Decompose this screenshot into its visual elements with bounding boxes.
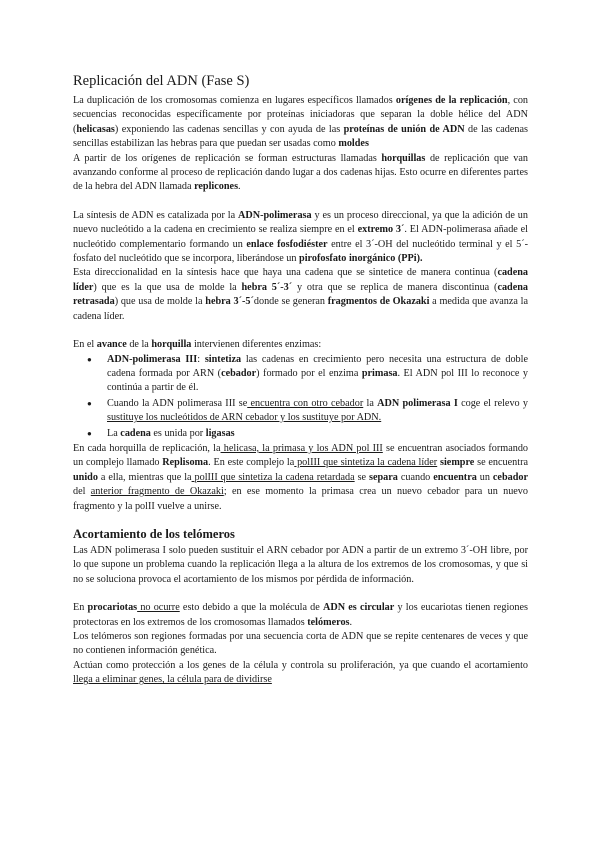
list-item: ● ADN-polimerasa III: sintetiza las cadenas en crecimiento pero necesita una estructura de doble cadena formada por ARN (cebador) formado por el enzima primasa. El ADN pol III lo reconoce y continúa a partir de él. xyxy=(107,353,528,396)
paragraph-forks: A partir de los orígenes de replicación se forman estructuras llamadas horquillas de replicación que van avanzando conforme al proceso de replicación dando lugar a dos cadenas hijas. Esto ocurre en diferentes partes de la hebra del ADN llamada replicones. xyxy=(73,152,528,193)
paragraph-telomere-problem: Las ADN polimerasa I solo pueden sustituir el ARN cebador por ADN a partir de un extremo 3´-OH libre, por lo que supone un problema cuando la replicación llega a la altura de los extremos de los cromosomas, y que si no se soluciona provoca el acortamiento de los mismos por pérdida de información. xyxy=(73,544,528,585)
list-item: ● La cadena es unida por ligasas xyxy=(107,427,528,441)
page-title: Replicación del ADN (Fase S) xyxy=(73,73,250,89)
paragraph-telomere-function: Actúan como protección a los genes de la célula y controla su proliferación, ya que cuando el acortamiento llega a eliminar genes, la célula para de dividirse xyxy=(73,659,528,686)
paragraph-replisome: En cada horquilla de replicación, la helicasa, la primasa y los ADN pol III se encuentran asociados formando un complejo llamado Replisoma. En este complejo la polIII que sintetiza la cadena líder siempre se encuentra unido a ella, mientras que la polIII que sintetiza la cadena retardada se separa cuando encuentra un cebador del anterior fragmento de Okazaki; en ese momento la primasa crea un nuevo cebador para un nuevo fragmento y la polII vuelve a unirse. xyxy=(73,442,529,512)
document-body xyxy=(73,72,528,688)
paragraph-prokaryotes: En procariotas no ocurre esto debido a que la molécula de ADN es circular y los eucariotas tienen regiones protectoras en los extremos de los cromosomas llamados telómeros. xyxy=(73,602,528,628)
enzymes-list xyxy=(73,353,528,441)
spacer xyxy=(73,514,528,526)
paragraph-telomere-structure: Los telómeros son regiones formadas por una secuencia corta de ADN que se repite centenares de veces y que no contienen información genética. xyxy=(73,631,528,657)
paragraph-origins: La duplicación de los cromosomas comienza en lugares específicos llamados orígenes de la replicación, con secuencias reconocidas específicamente por proteínas iniciadoras que separan la doble hélice del ADN (helicasas) exponiendo las cadenas sencillas y con ayuda de las proteínas de unión de ADN de las cadenas sencillas estabilizan las hebras para que puedan ser usadas como moldes xyxy=(73,95,529,150)
spacer xyxy=(73,587,528,601)
paragraph-enzymes-intro: En el avance de la horquilla intervienen diferentes enzimas: xyxy=(73,339,322,351)
paragraph-directionality: Esta direccionalidad en la síntesis hace que haya una cadena que se sintetice de manera continua (cadena líder) que es la que usa de molde la hebra 5´-3´ y otra que se replica de manera discontinua (cadena retrasada) que usa de molde la hebra 3´-5´donde se generan fragmentos de Okazaki a medida que avanza la cadena líder. xyxy=(73,267,529,322)
section-heading-telomeres: Acortamiento de los telómeros xyxy=(73,526,235,541)
paragraph-polymerase: La síntesis de ADN es catalizada por la ADN-polimerasa y es un proceso direccional, ya que la adición de un nuevo nucleótido a la cadena en crecimiento se realiza siempre en el extremo 3´. El ADN-polimerasa añade el nucleótido complementario formando un enlace fosfodiéster entre el 3´-OH del nucleótido terminal y el 5´-fosfato del nucleótido que se incorpora, liberándose un pirofosfato inorgánico (PPi). xyxy=(73,209,529,265)
list-item: ● Cuando la ADN polimerasa III se encuentra con otro cebador la ADN polimerasa I coge el relevo y sustituye los nucleótidos de ARN cebador y los sustituye por ADN. xyxy=(107,397,528,426)
spacer xyxy=(73,195,528,209)
spacer xyxy=(73,324,528,338)
